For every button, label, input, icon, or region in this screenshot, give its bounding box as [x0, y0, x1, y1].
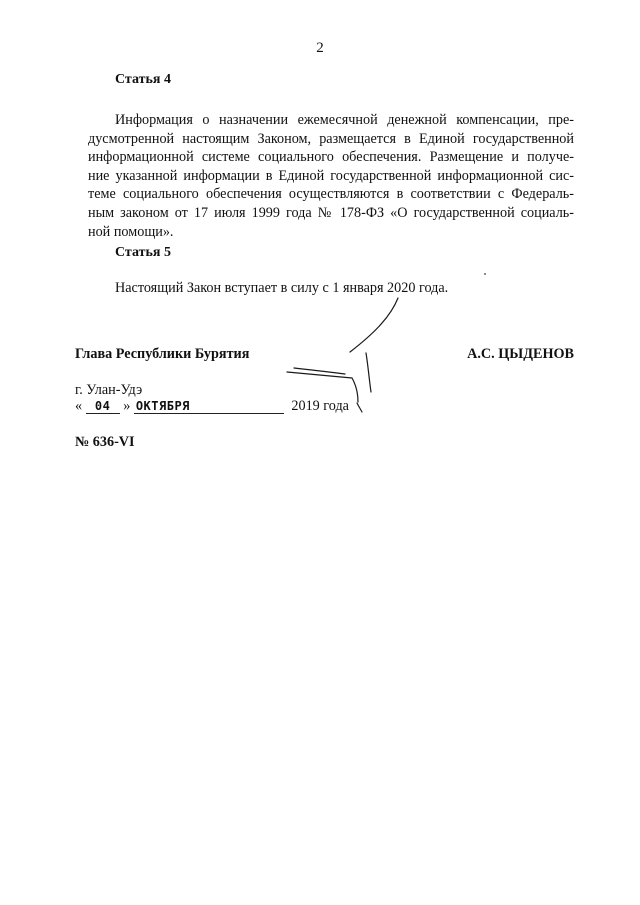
article-4-text [88, 111, 574, 241]
article-4-line: теме социального обеспечения осуществляются в соответствии с Федераль- [88, 186, 574, 203]
article-4-heading: Статья 4 [115, 72, 171, 87]
scan-speck [484, 273, 486, 275]
article-4-line: дусмотренной настоящим Законом, размещается в Единой государственной [88, 130, 574, 147]
article-4-line: ние указанной информации в Единой государственной информационной сис- [88, 167, 574, 184]
page-number: 2 [316, 40, 324, 56]
article-5-text: Настоящий Закон вступает в силу с 1 января 2020 года. [115, 280, 449, 296]
date-month: ОКТЯБРЯ [134, 399, 284, 414]
signing-date [75, 398, 349, 415]
place-of-signing: г. Улан-Удэ [75, 382, 143, 398]
signatory-name: А.С. ЦЫДЕНОВ [467, 346, 574, 362]
date-open-quote: « [75, 398, 83, 414]
article-4-line: ным законом от 17 июля 1999 года № 178-ФЗ «О государственной социаль- [88, 204, 574, 221]
article-4-line: информационной системе социального обеспечения. Размещение и получе- [88, 149, 574, 166]
date-close-quote: » [123, 398, 131, 414]
article-5-heading: Статья 5 [115, 245, 171, 260]
article-4-line: Информация о назначении ежемесячной денежной компенсации, пре- [115, 112, 574, 128]
article-4-line: ной помощи». [88, 223, 174, 240]
signatory-title: Глава Республики Бурятия [75, 346, 250, 362]
law-number: № 636-VI [75, 434, 135, 450]
date-year: 2019 года [291, 398, 349, 414]
date-day: 04 [86, 399, 120, 414]
